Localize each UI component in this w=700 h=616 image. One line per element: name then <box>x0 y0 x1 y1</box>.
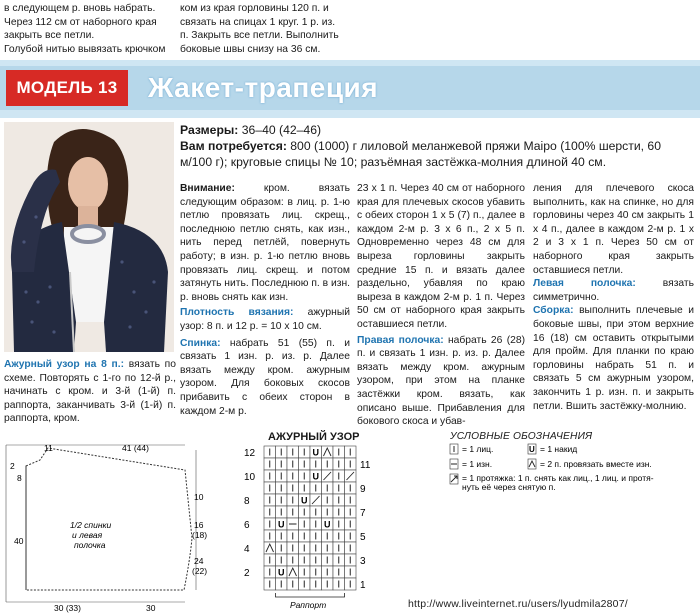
pattern-description <box>4 358 176 426</box>
back-paragraph <box>180 337 350 419</box>
legend-k2tog: = 2 п. провязать вместе изн. <box>540 459 652 469</box>
chart-title: АЖУРНЫЙ УЗОР <box>268 431 360 443</box>
right-front-paragraph <box>357 334 525 429</box>
piece-label-2: и левая <box>72 530 103 540</box>
dim-label: 16 <box>194 520 204 530</box>
dim-label: 40 <box>14 536 24 546</box>
piece-label-3: полочка <box>74 540 106 550</box>
row-label-right: 3 <box>360 556 366 567</box>
chart-grid <box>264 446 356 590</box>
dim-label: (22) <box>192 566 208 576</box>
model-photo <box>4 122 174 352</box>
row-label-right: 9 <box>360 484 366 495</box>
legend-purl: = 1 изн. <box>462 459 493 469</box>
dim-label: 30 (33) <box>54 603 81 613</box>
left-front-label: Левая полочка: <box>533 278 636 290</box>
dim-label: 8 <box>17 473 22 483</box>
sizes <box>180 122 690 138</box>
chart-symbol: U <box>312 471 319 482</box>
dim-label: 11 <box>44 443 53 453</box>
instructions-column-3 <box>533 182 694 413</box>
dim-label: 24 <box>194 556 204 566</box>
legend-slip-1: = 1 протяжка: 1 п. снять как лиц., 1 лиц. и протя- <box>462 473 654 483</box>
row-label-left: 8 <box>244 496 250 507</box>
sizes-value: 36–40 (42–46) <box>241 123 322 137</box>
piece-outline <box>26 448 192 590</box>
right-front-label: Правая полочка: <box>357 334 444 346</box>
source-url: http://www.liveinternet.ru/users/lyudmila2807/ <box>408 598 628 610</box>
left-front-text: вязать симметрично. <box>533 278 694 303</box>
dim-label: 41 (44) <box>122 443 149 453</box>
pattern-label: Ажурный узор на 8 п.: <box>4 359 125 370</box>
assembly-paragraph <box>533 304 694 413</box>
legend <box>444 440 700 490</box>
sizes-label: Размеры: <box>180 123 239 137</box>
pattern-schematic <box>0 420 208 616</box>
top-left-text <box>4 2 164 56</box>
row-label-left: 6 <box>244 520 250 531</box>
row-label-right: 1 <box>360 580 366 591</box>
yo-symbol: U <box>529 445 535 454</box>
legend-title: УСЛОВНЫЕ ОБОЗНАЧЕНИЯ <box>450 431 593 442</box>
density-text: ажурный узор: 8 п. и 12 р. = 10 х 10 см. <box>180 307 350 332</box>
legend-slip-2: нуть её через снятую п. <box>462 482 556 492</box>
text-line: Через 112 см от наборного края <box>4 16 157 28</box>
density-paragraph <box>180 306 350 333</box>
right-front-continued: ления для плечевого скоса выполнить, как на спинке, но для горловины через 40 см закрыть 1 х 4 п., далее в каждом 2-м р. 1 х 2 и 3 х 1 п. Через 50 см от наборного края закрыть оставшиеся петли. <box>533 183 694 276</box>
model-photo-illustration <box>4 122 174 352</box>
text-line: ком из края горловины 120 п. и <box>180 3 329 14</box>
rapport-bracket <box>276 593 345 597</box>
chart-symbol: U <box>278 519 285 530</box>
attention-paragraph <box>180 182 350 304</box>
text-line: боковые швы снизу на 36 см. <box>180 43 321 55</box>
chart-symbol: U <box>301 495 308 506</box>
dim-label: 2 <box>10 461 15 471</box>
model-badge: МОДЕЛЬ 13 <box>6 70 128 106</box>
piece-label-1: 1/2 спинки <box>70 520 112 530</box>
chart-symbol: U <box>312 447 319 458</box>
page-title: Жакет-трапеция <box>148 72 379 103</box>
materials <box>180 138 690 170</box>
row-label-left: 2 <box>244 568 250 579</box>
text-line: п. Закрыть все петли. Выполнить <box>180 30 339 42</box>
back-continued: 23 х 1 п. Через 40 см от наборного края для плечевых скосов убавить с обеих сторон 1 х 5 (7) п., далее в каждом 2-м р. 3 х 6 п., 2 х 5 п. Одновременно через 48 см для выреза горловины закрыть средние 15 п. и вязать далее раздельно, убавляя по краю выреза в каждом 2-м р. 1 п. Через 50 см от наборного края закрыть оставшиеся петли. <box>357 183 525 330</box>
dim-label: (18) <box>192 530 208 540</box>
assembly-label: Сборка: <box>533 305 574 317</box>
stitch-chart <box>242 440 387 616</box>
legend-knit: = 1 лиц. <box>462 444 494 454</box>
pattern-text: вязать по схеме. Повторять с 1-го по 12-й р., начинать с кром. и 3-й (1-й) п. раппорта, заканчивать 3-й (1-й) п. раппорта, кром. <box>4 359 176 425</box>
instructions-column-2 <box>357 182 525 429</box>
row-label-right: 11 <box>360 460 371 471</box>
back-text: набрать 51 (55) п. и связать 1 изн. р. из. р. Далее вязать между кром. ажурным узором. Для боковых скосов прибавить с обеих сторон в каждом 2-м р. <box>180 337 350 417</box>
materials-value: 800 (1000) г лиловой меланжевой пряжи Маiро (100% шерсти, 60 м/100 г); круговые спицы № 10; разъёмная застёжка-молния длиной 40 см. <box>180 139 661 169</box>
text-line: закрыть все петли. <box>4 30 95 42</box>
right-front-text: набрать 26 (28) п. и связать 1 изн. р. из. р. Далее вязать между кром. ажурным узором, при этом на планке застёжки кром. вязать, как описано выше. Прибавления для бокового скоса и убав- <box>357 334 526 428</box>
chart-symbol: U <box>324 519 331 530</box>
left-front-paragraph <box>533 277 694 304</box>
back-label: Спинка: <box>180 337 221 349</box>
density-label: Плотность вязания: <box>180 307 294 319</box>
row-label-left: 4 <box>244 544 250 555</box>
row-label-right: 7 <box>360 508 366 519</box>
attention-text: кром. вязать следующим образом: в лиц. р. 1-ю петлю провязать лиц. скрещ., последнюю петлю снять, как изн., нить перед петлёй, повернуть работу; в изн. р. 1-ю петлю вновь провязать лиц. скрещ. и потом затянуть нить. Последнюю п. в изн. р. вновь снять как изн. <box>180 183 350 303</box>
chart-symbol: U <box>278 567 285 578</box>
text-line: связать на спицах 1 круг. 1 р. из. <box>180 16 336 28</box>
instructions-column-1 <box>180 182 350 418</box>
assembly-text: выполнить плечевые и боковые швы, при этом верхние 16 (18) см оставить открытыми для пройм. Для планки по краю горловины набрать 51 п. и связать 5 см ажурным узором, закончить 1 р. изн. п. и закрыть петли. Вшить застёжку-молнию. <box>533 305 694 412</box>
rapport-label: Раппорт <box>290 600 327 610</box>
row-label-left: 12 <box>244 448 256 459</box>
top-mid-text <box>180 2 350 56</box>
row-label-left: 10 <box>244 472 256 483</box>
dim-label: 30 <box>146 603 156 613</box>
row-label-right: 5 <box>360 532 366 543</box>
legend-yo: = 1 накид <box>540 444 578 454</box>
dim-label: 10 <box>194 492 204 502</box>
text-line: Голубой нитью вывязать крючком <box>4 43 166 55</box>
attention-label: Внимание: <box>180 183 235 194</box>
materials-label: Вам потребуется: <box>180 139 287 153</box>
text-line: в следующем р. вновь набрать. <box>4 3 156 14</box>
